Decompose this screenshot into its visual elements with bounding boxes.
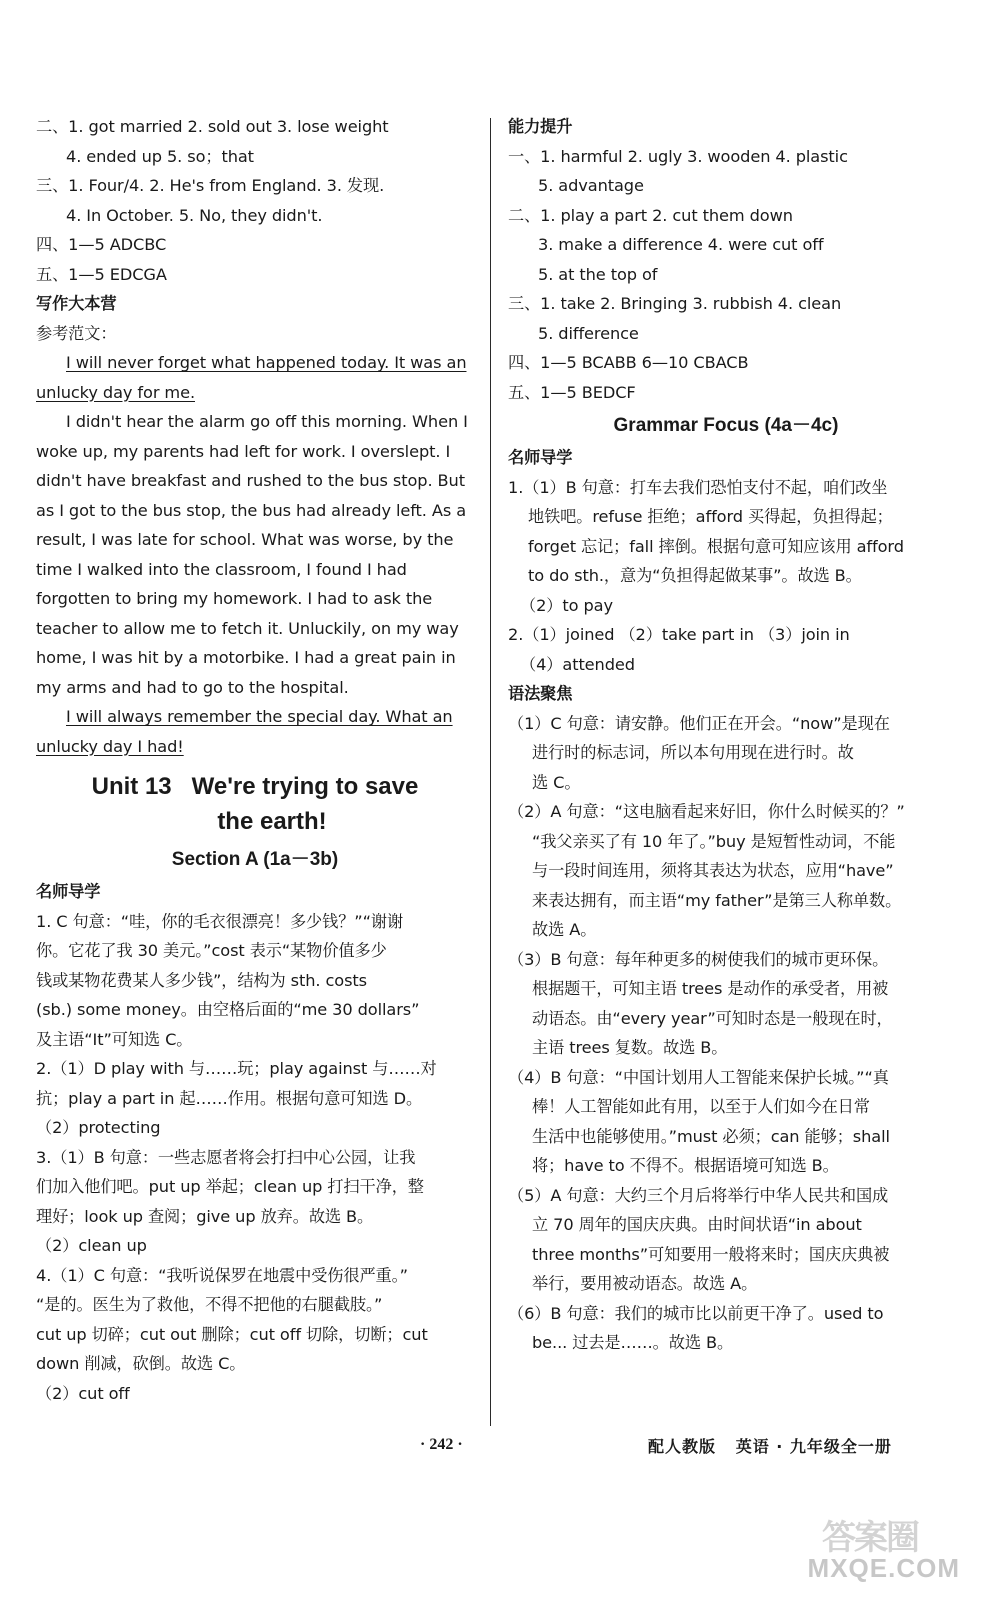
guide-line: 1.（1）B 句意：打车去我们恐怕支付不起，咱们改坐: [508, 477, 888, 497]
guide-line: 及主语“It”可知选 C。: [36, 1029, 193, 1049]
grammar-line: “我父亲买了有 10 年了。”buy 是短暂性动词，不能: [532, 831, 896, 851]
answer-line: 3. make a difference 4. were cut off: [538, 235, 824, 254]
guide-line: 钱或某物花费某人多少钱”，结构为 sth. costs: [36, 970, 367, 990]
grammar-line: （3）B 句意：每年种更多的树使我们的城市更环保。: [508, 949, 889, 969]
grammar-line: 生活中也能够使用。”must 必须；can 能够；shall: [532, 1126, 890, 1146]
answer-line: 5. advantage: [538, 176, 644, 195]
guide-line: （2）to pay: [520, 595, 613, 615]
grammar-line: （6）B 句意：我们的城市比以前更干净了。used to: [508, 1303, 884, 1323]
grammar-line: 选 C。: [532, 772, 581, 792]
grammar-line: （1）C 句意：请安静。他们正在开会。“now”是现在: [508, 713, 890, 733]
guide-line: 地铁吧。refuse 拒绝；afford 买得起，负担得起；: [528, 507, 893, 526]
guide-line: （2）cut off: [36, 1383, 130, 1403]
essay-line: didn't have breakfast and rushed to the bus stop. But: [36, 471, 465, 490]
essay-opening-line: unlucky day for me.: [36, 382, 195, 402]
guide-heading: 名师导学: [36, 882, 101, 901]
guide-line: （2）protecting: [36, 1118, 161, 1137]
grammar-line: （4）B 句意：“中国计划用人工智能来保护长城。”“真: [508, 1067, 889, 1087]
grammar-heading: 语法聚焦: [508, 684, 573, 703]
grammar-line: 根据题干，可知主语 trees 是动作的承受者，用被: [532, 979, 889, 998]
right-column: [508, 112, 944, 1358]
grammar-line: 故选 A。: [532, 920, 597, 939]
book-info: 配人教版 英语 · 九年级全一册: [648, 1437, 892, 1456]
essay-line: result, I was late for school. What was worse, by the: [36, 530, 454, 549]
watermark-site: MXQE.COM: [807, 1553, 960, 1583]
grammar-line: 主语 trees 复数。故选 B。: [532, 1038, 728, 1057]
guide-line: forget 忘记；fall 摔倒。根据句意可知应该用 afford: [528, 536, 904, 556]
grammar-line: （2）A 句意：“这电脑看起来好旧，你什么时候买的？”: [508, 802, 905, 821]
essay-line: forgotten to bring my homework. I had to ask the: [36, 589, 433, 608]
answer-line: 五、1—5 EDCGA: [36, 264, 167, 284]
essay-line: home, I was hit by a motorbike. I had a great pain in: [36, 648, 456, 667]
grammar-line: 来表达拥有，而主语“my father”是第三人称单数。: [532, 890, 902, 910]
answer-line: 四、1—5 BCABB 6—10 CBACB: [508, 353, 749, 372]
guide-line: cut up 切碎；cut out 删除；cut off 切除，切断；cut: [36, 1324, 428, 1344]
watermark-logo: [807, 1508, 966, 1590]
guide-line: 你。它花了我 30 美元。”cost 表示“某物价值多少: [36, 941, 387, 960]
essay-line: teacher to allow me to fetch it. Unluckily, on my way: [36, 618, 459, 638]
grammar-focus-title: Grammar Focus (4a－4c): [613, 415, 839, 436]
guide-line: 3.（1）B 句意：一些志愿者将会打扫中心公园，让我: [36, 1147, 416, 1167]
grammar-line: 棒！人工智能如此有用，以至于人们如今在日常: [532, 1097, 870, 1116]
guide-line: down 削减，砍倒。故选 C。: [36, 1354, 246, 1373]
guide-line: 们加入他们吧。put up 举起；clean up 打扫干净，整: [36, 1177, 424, 1196]
unit-title-line-1: Unit 13 We're trying to save: [91, 773, 419, 800]
column-divider: [490, 118, 491, 1426]
answer-line: 五、1—5 BEDCF: [508, 382, 636, 402]
guide-line: 1. C 句意：“哇，你的毛衣很漂亮！多少钱？”“谢谢: [36, 911, 404, 931]
sample-label: 参考范文：: [36, 323, 117, 343]
answer-line: 一、1. harmful 2. ugly 3. wooden 4. plastic: [508, 146, 848, 166]
grammar-line: （5）A 句意：大约三个月后将举行中华人民共和国成: [508, 1185, 889, 1205]
answer-line: 三、1. take 2. Bringing 3. rubbish 4. clean: [508, 294, 842, 313]
guide-line: （2）clean up: [36, 1236, 147, 1255]
grammar-line: 将；have to 不得不。根据语境可知选 B。: [532, 1156, 839, 1175]
grammar-line: be... 过去是……。故选 B。: [532, 1333, 734, 1352]
answer-line: 5. at the top of: [538, 264, 658, 284]
answer-line: 4. In October. 5. No, they didn't.: [66, 205, 323, 225]
essay-line: I didn't hear the alarm go off this morning. When I: [66, 412, 468, 431]
ability-heading: 能力提升: [508, 117, 573, 136]
grammar-line: 立 70 周年的国庆庆典。由时间状语“in about: [532, 1215, 862, 1234]
essay-opening-line: I will never forget what happened today. It was an: [66, 353, 467, 372]
grammar-line: 与一段时间连用，须将其表达为状态，应用“have”: [532, 861, 894, 880]
essay-closing-line: unlucky day I had!: [36, 736, 184, 756]
guide-line: 4.（1）C 句意：“我听说保罗在地震中受伤很严重。”: [36, 1265, 408, 1285]
essay-line: my arms and had to go to the hospital.: [36, 677, 349, 697]
guide-line: 理好；look up 查阅；give up 放弃。故选 B。: [36, 1206, 374, 1226]
answer-line: 5. difference: [538, 323, 639, 343]
answer-line: 4. ended up 5. so；that: [66, 146, 254, 166]
answer-line: 二、1. play a part 2. cut them down: [508, 205, 793, 225]
guide-heading: 名师导学: [508, 448, 573, 467]
guide-line: to do sth.，意为“负担得起做某事”。故选 B。: [528, 566, 862, 585]
watermark-logo-text: 答案圈: [822, 1518, 918, 1558]
unit-title-line-2: the earth!: [217, 808, 327, 835]
essay-closing-line: I will always remember the special day. What an: [66, 707, 453, 726]
grammar-line: 举行，要用被动语态。故选 A。: [532, 1274, 758, 1293]
essay-line: woke up, my parents had left for work. I overslept. I: [36, 441, 451, 461]
left-column: [36, 112, 474, 1408]
section-title: Section A (1a－3b): [171, 849, 339, 870]
guide-line: (sb.) some money。由空格后面的“me 30 dollars”: [36, 1000, 420, 1019]
essay-line: time I walked into the classroom, I found I had: [36, 559, 407, 579]
guide-line: 2.（1）joined （2）take part in （3）join in: [508, 625, 850, 644]
essay-line: as I got to the bus stop, the bus had already left. As a: [36, 500, 467, 520]
grammar-line: 动语态。由“every year”可知时态是一般现在时，: [532, 1008, 893, 1028]
unit-title: [36, 769, 474, 839]
answer-line: 二、1. got married 2. sold out 3. lose weight: [36, 117, 389, 136]
grammar-line: 进行时的标志词，所以本句用现在进行时。故: [532, 743, 854, 762]
answer-line: 四、1—5 ADCBC: [36, 235, 167, 254]
guide-line: “是的。医生为了救他，不得不把他的右腿截肢。”: [36, 1295, 383, 1314]
grammar-line: three months”可知要用一般将来时；国庆庆典被: [532, 1244, 890, 1264]
guide-line: 2.（1）D play with 与……玩；play against 与……对: [36, 1059, 437, 1078]
writing-heading: 写作大本营: [36, 294, 117, 313]
page-number: · 242 ·: [420, 1436, 463, 1453]
guide-line: （4）attended: [520, 654, 635, 674]
guide-line: 抗；play a part in 起……作用。根据句意可知选 D。: [36, 1088, 423, 1108]
answer-line: 三、1. Four/4. 2. He's from England. 3. 发现.: [36, 176, 385, 195]
